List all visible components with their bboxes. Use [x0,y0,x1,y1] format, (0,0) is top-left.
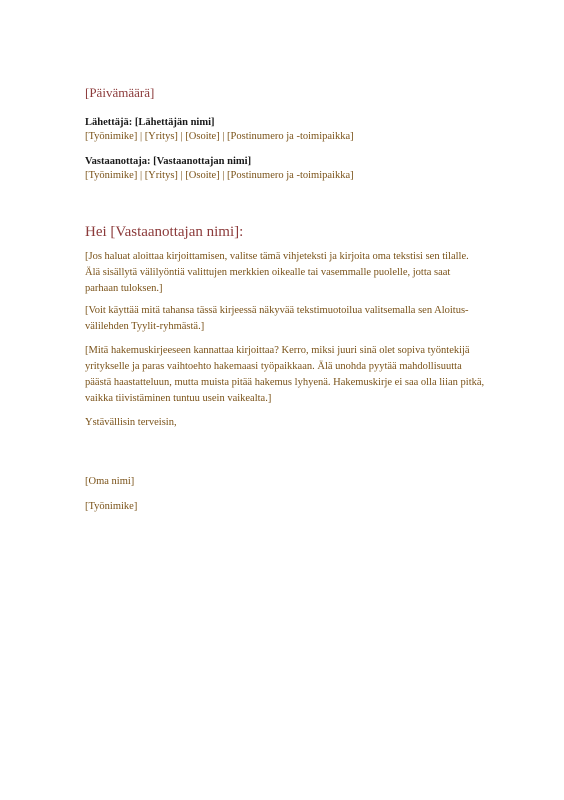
sender-address[interactable]: [Työnimike] | [Yritys] | [Osoite] | [Postinumero ja -toimipaikka] [85,131,354,142]
recipient-address[interactable]: [Työnimike] | [Yritys] | [Osoite] | [Postinumero ja -toimipaikka] [85,170,354,181]
recipient-block [85,155,485,183]
body-paragraph-3[interactable]: [Mitä hakemuskirjeeseen kannattaa kirjoittaa? Kerro, miksi juuri sinä olet sopiva työntekijä yritykselle ja paras vaihtoehto hakemaasi työpaikkaan. Älä unohda pyytää mahdollisuutta päästä haastatteluun, mutta muista pitää hakemus lyhyenä. Hakemuskirje ei saa olla liian pitkä, vaikka tiivistäminen tuntuu usein vaikealta.] [85,345,485,404]
letter-greeting[interactable]: Hei [Vastaanottajan nimi]: [85,224,244,240]
signature-title[interactable]: [Työnimike] [85,501,138,512]
sender-block [85,116,485,144]
recipient-label[interactable]: Vastaanottaja: [Vastaanottajan nimi] [85,156,252,167]
body-paragraph-2[interactable]: [Voit käyttää mitä tahansa tässä kirjeessä näkyvää tekstimuotoilua valitsemalla sen Aloitus-välilehden Tyylit-ryhmästä.] [85,305,469,332]
sender-label[interactable]: Lähettäjä: [Lähettäjän nimi] [85,117,215,128]
body-paragraph-1[interactable]: [Jos haluat aloittaa kirjoittamisen, valitse tämä vihjeteksti ja kirjoita oma tekstisi sen tilalle. Älä sisällytä välilyöntiä valittujen merkkien oikealle tai vasemmalle puolelle, jotta saat parhaan tuloksen.] [85,251,469,294]
letter-date[interactable]: [Päivämäärä] [85,85,155,100]
signature-name[interactable]: [Oma nimi] [85,476,135,487]
letter-closing[interactable]: Ystävällisin terveisin, [85,417,177,428]
